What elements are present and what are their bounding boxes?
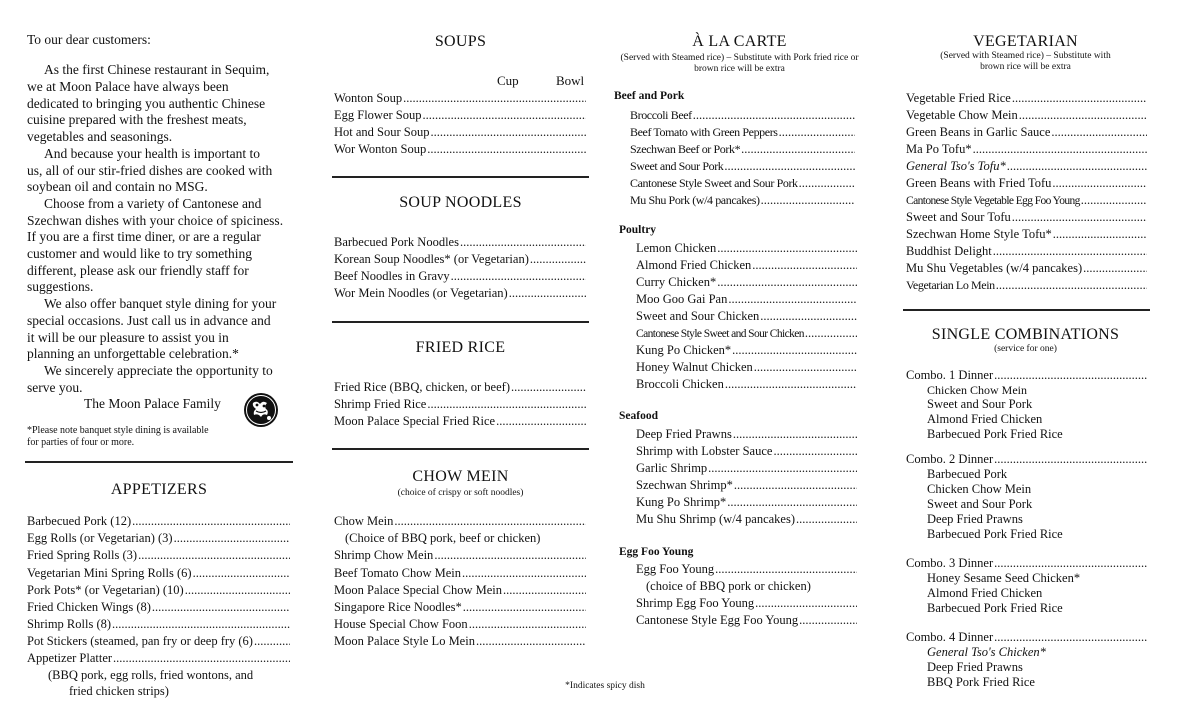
combo-item: BBQ Pork Fried Rice bbox=[927, 675, 1035, 689]
leader-dots bbox=[138, 547, 290, 563]
menu-item bbox=[906, 209, 1147, 225]
menu-item bbox=[630, 107, 855, 123]
fried-rice-title: FRIED RICE bbox=[415, 339, 506, 356]
intro-line: it will be our pleasure to assist you in bbox=[27, 330, 229, 345]
menu-item bbox=[636, 291, 857, 307]
item-label: Vegetarian Mini Spring Rolls (6) bbox=[27, 566, 192, 580]
item-label: Chow Mein bbox=[334, 514, 394, 528]
menu-item bbox=[27, 582, 290, 598]
menu-item bbox=[636, 561, 857, 577]
item-label: Fried Chicken Wings (8) bbox=[27, 600, 151, 614]
leader-dots bbox=[734, 477, 857, 493]
item-label: Cantonese Style Sweet and Sour Chicken bbox=[636, 328, 804, 340]
item-label: Mu Shu Shrimp (w/4 pancakes) bbox=[636, 512, 796, 526]
combo-heading bbox=[906, 555, 1147, 571]
leader-dots bbox=[717, 240, 857, 256]
item-label: Pork Pots* (or Vegetarian) (10) bbox=[27, 583, 184, 597]
menu-item bbox=[636, 325, 857, 342]
menu-item bbox=[636, 257, 857, 273]
menu-item bbox=[334, 268, 586, 284]
item-label: Combo. 4 Dinner bbox=[906, 630, 994, 644]
menu-item bbox=[636, 460, 857, 476]
menu-item bbox=[334, 251, 586, 267]
beef-pork-label: Beef and Pork bbox=[614, 90, 685, 102]
combo-item: Barbecued Pork Fried Rice bbox=[927, 427, 1063, 441]
item-label: Egg Foo Young bbox=[636, 562, 715, 576]
menu-item bbox=[906, 175, 1147, 191]
leader-dots bbox=[994, 367, 1147, 383]
item-label: Kung Po Shrimp* bbox=[636, 495, 727, 509]
menu-item bbox=[334, 379, 586, 395]
leader-dots bbox=[431, 124, 587, 140]
item-label: House Special Chow Foon bbox=[334, 617, 468, 631]
combo-heading bbox=[906, 367, 1147, 383]
leader-dots bbox=[511, 379, 586, 395]
menu-item bbox=[630, 158, 855, 174]
menu-item bbox=[636, 240, 857, 256]
menu-item bbox=[906, 124, 1147, 140]
item-label: Korean Soup Noodles* (or Vegetarian) bbox=[334, 252, 529, 266]
item-label: Shrimp Rolls (8) bbox=[27, 617, 112, 631]
leader-dots bbox=[1083, 260, 1147, 276]
leader-dots bbox=[394, 513, 586, 529]
menu-item bbox=[636, 359, 857, 375]
menu-item bbox=[636, 494, 857, 510]
leader-dots bbox=[152, 599, 290, 615]
menu-item bbox=[636, 376, 857, 392]
leader-dots bbox=[752, 257, 857, 273]
leader-dots bbox=[427, 141, 586, 157]
leader-dots bbox=[1081, 192, 1147, 208]
combo-item: Chicken Chow Mein bbox=[927, 482, 1032, 496]
divider bbox=[332, 321, 589, 323]
appetizers-title: APPETIZERS bbox=[110, 481, 208, 498]
menu-item bbox=[636, 595, 857, 611]
item-label: Vegetarian Lo Mein bbox=[906, 278, 995, 292]
item-label: Mu Shu Vegetables (w/4 pancakes) bbox=[906, 261, 1083, 275]
menu-item bbox=[906, 260, 1147, 276]
signature: The Moon Palace Family bbox=[84, 396, 221, 411]
item-label: Buddhist Delight bbox=[906, 244, 992, 258]
combo-item: General Tso's Chicken* bbox=[927, 645, 1046, 659]
menu-item bbox=[334, 547, 586, 563]
item-label: Shrimp Egg Foo Young bbox=[636, 596, 755, 610]
a-la-carte-note: brown rice will be extra bbox=[694, 64, 785, 74]
leader-dots bbox=[717, 274, 857, 290]
item-label: Sweet and Sour Chicken bbox=[636, 309, 760, 323]
chow-mein-title: CHOW MEIN bbox=[412, 468, 509, 485]
item-label: Singapore Rice Noodles* bbox=[334, 600, 462, 614]
menu-item bbox=[334, 565, 586, 581]
item-label: Moon Palace Special Fried Rice bbox=[334, 414, 496, 428]
leader-dots bbox=[805, 325, 857, 341]
item-label: Egg Flower Soup bbox=[334, 108, 422, 122]
leader-dots bbox=[509, 285, 586, 301]
intro-line: cuisine prepared with the freshest meats, bbox=[27, 112, 247, 127]
single-combinations-note: (service for one) bbox=[994, 344, 1057, 354]
menu-item bbox=[334, 141, 586, 157]
item-label: Deep Fried Prawns bbox=[636, 427, 732, 441]
footnote-line: *Please note banquet style dining is available bbox=[27, 425, 209, 436]
leader-dots bbox=[724, 158, 855, 174]
menu-item bbox=[334, 413, 586, 429]
leader-dots bbox=[693, 107, 855, 123]
item-label: Moon Palace Style Lo Mein bbox=[334, 634, 475, 648]
leader-dots bbox=[174, 530, 290, 546]
item-label: General Tso's Tofu* bbox=[906, 159, 1006, 173]
intro-line: Choose from a variety of Cantonese and bbox=[44, 196, 262, 211]
leader-dots bbox=[530, 251, 586, 267]
leader-dots bbox=[799, 175, 855, 191]
menu-item bbox=[630, 192, 855, 208]
leader-dots bbox=[460, 234, 586, 250]
combo-item: Deep Fried Prawns bbox=[927, 512, 1023, 526]
menu-item bbox=[630, 141, 855, 157]
leader-dots bbox=[973, 141, 1147, 157]
leader-dots bbox=[755, 595, 857, 611]
leader-dots bbox=[994, 629, 1147, 645]
leader-dots bbox=[1052, 175, 1147, 191]
item-label: Combo. 3 Dinner bbox=[906, 556, 994, 570]
item-label: Beef Tomato Chow Mein bbox=[334, 566, 462, 580]
intro-line: serve you. bbox=[27, 380, 83, 395]
a-la-carte-note: (Served with Steamed rice) – Substitute with Pork fried rice or bbox=[620, 53, 859, 63]
leader-dots bbox=[761, 192, 855, 208]
item-label: Hot and Sour Soup bbox=[334, 125, 430, 139]
item-label: Egg Rolls (or Vegetarian) (3) bbox=[27, 531, 173, 545]
menu-item bbox=[334, 107, 586, 123]
menu-item bbox=[636, 274, 857, 290]
item-label: Vegetable Fried Rice bbox=[906, 91, 1011, 105]
menu-item bbox=[636, 511, 857, 527]
combo-item: Barbecued Pork Fried Rice bbox=[927, 527, 1063, 541]
combo-item: Deep Fried Prawns bbox=[927, 660, 1023, 674]
leader-dots bbox=[779, 124, 855, 140]
item-label: Moo Goo Gai Pan bbox=[636, 292, 728, 306]
leader-dots bbox=[727, 494, 857, 510]
vegetarian-note: brown rice will be extra bbox=[980, 62, 1071, 72]
leader-dots bbox=[715, 561, 857, 577]
item-label: Shrimp with Lobster Sauce bbox=[636, 444, 773, 458]
soups-title: SOUPS bbox=[434, 33, 487, 50]
item-label: Broccoli Chicken bbox=[636, 377, 724, 391]
intro-line: Szechwan dishes with your choice of spiciness. bbox=[27, 213, 284, 228]
menu-item bbox=[27, 513, 290, 529]
intro-line: If you are a first time diner, or are a regular bbox=[27, 229, 261, 244]
intro-line: As the first Chinese restaurant in Sequim, bbox=[44, 62, 270, 77]
item-note: (BBQ pork, egg rolls, fried wontons, and bbox=[48, 668, 254, 682]
item-label: Garlic Shrimp bbox=[636, 461, 708, 475]
intro-line: special occasions. Just call us in advance and bbox=[27, 313, 271, 328]
item-label: Curry Chicken* bbox=[636, 275, 717, 289]
leader-dots bbox=[434, 547, 586, 563]
intro-line: dedicated to bringing you authentic Chinese bbox=[27, 96, 266, 111]
item-note: (Choice of BBQ pork, beef or chicken) bbox=[345, 531, 541, 545]
soup-noodles-title: SOUP NOODLES bbox=[399, 194, 522, 211]
item-label: Wonton Soup bbox=[334, 91, 403, 105]
menu-item bbox=[27, 565, 290, 581]
menu-item bbox=[906, 107, 1147, 123]
divider bbox=[25, 461, 293, 463]
menu-item bbox=[630, 124, 855, 140]
menu-item bbox=[906, 243, 1147, 259]
leader-dots bbox=[994, 451, 1147, 467]
divider bbox=[332, 448, 589, 450]
item-label: Cantonese Style Sweet and Sour Pork bbox=[630, 176, 798, 190]
leader-dots bbox=[1053, 226, 1147, 242]
menu-item bbox=[334, 285, 586, 301]
leader-dots bbox=[728, 291, 857, 307]
egg-foo-young-label: Egg Foo Young bbox=[619, 546, 694, 558]
menu-item bbox=[27, 616, 290, 632]
menu-item bbox=[27, 530, 290, 546]
leader-dots bbox=[760, 308, 857, 324]
menu-item bbox=[636, 443, 857, 459]
leader-dots bbox=[1019, 107, 1147, 123]
leader-dots bbox=[1051, 124, 1147, 140]
divider bbox=[332, 176, 589, 178]
leader-dots bbox=[741, 141, 855, 157]
item-label: Moon Palace Special Chow Mein bbox=[334, 583, 503, 597]
combo-item: Sweet and Sour Pork bbox=[927, 397, 1033, 411]
menu-item bbox=[334, 396, 586, 412]
item-label: Broccoli Beef bbox=[630, 108, 692, 122]
intro-line: suggestions. bbox=[27, 279, 94, 294]
vegetarian-note: (Served with Steamed rice) – Substitute with bbox=[940, 51, 1111, 61]
leader-dots bbox=[796, 511, 857, 527]
poultry-label: Poultry bbox=[619, 224, 657, 236]
leader-dots bbox=[193, 565, 290, 581]
menu-item bbox=[636, 308, 857, 324]
leader-dots bbox=[725, 376, 857, 392]
menu-item bbox=[636, 426, 857, 442]
item-label: Honey Walnut Chicken bbox=[636, 360, 753, 374]
item-label: Ma Po Tofu* bbox=[906, 142, 972, 156]
leader-dots bbox=[462, 565, 586, 581]
item-label: Almond Fried Chicken bbox=[636, 258, 752, 272]
leader-dots bbox=[996, 277, 1147, 293]
item-label: Szechwan Home Style Tofu* bbox=[906, 227, 1052, 241]
menu-item bbox=[334, 599, 586, 615]
leader-dots bbox=[1012, 209, 1147, 225]
leader-dots bbox=[754, 359, 857, 375]
menu-item bbox=[636, 342, 857, 358]
item-label: Lemon Chicken bbox=[636, 241, 717, 255]
leader-dots bbox=[451, 268, 586, 284]
spicy-note: *Indicates spicy dish bbox=[565, 681, 645, 691]
footnote-line: for parties of four or more. bbox=[27, 437, 135, 448]
menu-item bbox=[334, 234, 586, 250]
menu-item bbox=[334, 582, 586, 598]
menu-item bbox=[636, 612, 857, 628]
menu-item bbox=[27, 547, 290, 563]
bowl-label: Bowl bbox=[556, 73, 585, 88]
leader-dots bbox=[112, 616, 290, 632]
leader-dots bbox=[773, 443, 857, 459]
item-label: Cantonese Style Vegetable Egg Foo Young bbox=[906, 195, 1080, 207]
item-label: Fried Spring Rolls (3) bbox=[27, 548, 138, 562]
chow-mein-note: (choice of crispy or soft noodles) bbox=[397, 488, 524, 498]
intro-line: We sincerely appreciate the opportunity to bbox=[44, 363, 273, 378]
item-label: Mu Shu Pork (w/4 pancakes) bbox=[630, 193, 760, 207]
leader-dots bbox=[423, 107, 587, 123]
menu-item bbox=[906, 158, 1147, 174]
intro-line: us, all of our stir-fried dishes are cooked with bbox=[27, 163, 273, 178]
leader-dots bbox=[469, 616, 586, 632]
intro-line: soybean oil and contain no MSG. bbox=[27, 179, 208, 194]
item-label: Green Beans in Garlic Sauce bbox=[906, 125, 1051, 139]
item-label: Barbecued Pork Noodles bbox=[334, 235, 459, 249]
leader-dots bbox=[185, 582, 290, 598]
divider bbox=[903, 309, 1150, 311]
intro-line: planning an unforgettable celebration.* bbox=[27, 346, 239, 361]
item-label: Shrimp Fried Rice bbox=[334, 397, 427, 411]
leader-dots bbox=[993, 243, 1147, 259]
seafood-label: Seafood bbox=[619, 410, 658, 422]
item-note: (choice of BBQ pork or chicken) bbox=[646, 579, 811, 593]
combo-heading bbox=[906, 451, 1147, 467]
item-label: Beef Noodles in Gravy bbox=[334, 269, 450, 283]
leader-dots bbox=[1007, 158, 1147, 174]
item-label: Beef Tomato with Green Peppers bbox=[630, 125, 778, 139]
item-label: Barbecued Pork (12) bbox=[27, 514, 132, 528]
intro-greeting: To our dear customers: bbox=[27, 32, 151, 47]
combo-item: Barbecued Pork Fried Rice bbox=[927, 601, 1063, 615]
combo-item: Sweet and Sour Pork bbox=[927, 497, 1033, 511]
item-label: Wor Mein Noodles (or Vegetarian) bbox=[334, 286, 508, 300]
intro-line: different, please ask our friendly staff for bbox=[27, 263, 249, 278]
leader-dots bbox=[732, 342, 857, 358]
leader-dots bbox=[254, 633, 290, 649]
item-label: Appetizer Platter bbox=[27, 651, 113, 665]
combo-item: Almond Fried Chicken bbox=[927, 412, 1043, 426]
leader-dots bbox=[476, 633, 586, 649]
item-label: Fried Rice (BBQ, chicken, or beef) bbox=[334, 380, 510, 394]
menu-item bbox=[636, 477, 857, 493]
leader-dots bbox=[733, 426, 857, 442]
leader-dots bbox=[113, 650, 290, 666]
intro-line: we at Moon Palace have always been bbox=[27, 79, 229, 94]
intro-line: And because your health is important to bbox=[44, 146, 260, 161]
item-label: Pot Stickers (steamed, pan fry or deep fry (6) bbox=[27, 634, 253, 648]
leader-dots bbox=[132, 513, 290, 529]
leader-dots bbox=[503, 582, 586, 598]
moon-palace-logo bbox=[242, 391, 280, 434]
menu-item bbox=[334, 513, 586, 529]
leader-dots bbox=[1012, 90, 1147, 106]
item-note: fried chicken strips) bbox=[69, 684, 169, 698]
leader-dots bbox=[427, 396, 586, 412]
menu-item bbox=[906, 192, 1147, 209]
item-label: Vegetable Chow Mein bbox=[906, 108, 1018, 122]
menu-item bbox=[906, 90, 1147, 106]
combo-item: Barbecued Pork bbox=[927, 467, 1008, 481]
combo-item: Almond Fried Chicken bbox=[927, 586, 1043, 600]
menu-item bbox=[906, 226, 1147, 242]
item-label: Green Beans with Fried Tofu bbox=[906, 176, 1052, 190]
leader-dots bbox=[403, 90, 586, 106]
leader-dots bbox=[496, 413, 586, 429]
menu-item bbox=[27, 650, 290, 666]
single-combinations-title: SINGLE COMBINATIONS bbox=[931, 326, 1120, 343]
combo-heading bbox=[906, 629, 1147, 645]
item-label: Kung Po Chicken* bbox=[636, 343, 732, 357]
leader-dots bbox=[799, 612, 857, 628]
menu-item bbox=[27, 599, 290, 615]
item-label: Sweet and Sour Tofu bbox=[906, 210, 1011, 224]
intro-line: vegetables and seasonings. bbox=[27, 129, 173, 144]
menu-item bbox=[334, 124, 586, 140]
item-label: Szechwan Shrimp* bbox=[636, 478, 733, 492]
leader-dots bbox=[994, 555, 1147, 571]
item-label: Shrimp Chow Mein bbox=[334, 548, 434, 562]
menu-item bbox=[334, 616, 586, 632]
cup-label: Cup bbox=[497, 73, 519, 88]
leader-dots bbox=[463, 599, 586, 615]
menu-item bbox=[27, 633, 290, 649]
a-la-carte-title: À LA CARTE bbox=[692, 33, 787, 50]
menu-item bbox=[906, 141, 1147, 157]
combo-item: Honey Sesame Seed Chicken* bbox=[927, 571, 1081, 585]
item-label: Sweet and Sour Pork bbox=[630, 159, 724, 173]
item-label: Combo. 2 Dinner bbox=[906, 452, 994, 466]
item-label: Wor Wonton Soup bbox=[334, 142, 427, 156]
intro-line: customer and would like to try something bbox=[27, 246, 252, 261]
item-label: Szechwan Beef or Pork* bbox=[630, 142, 741, 156]
menu-item bbox=[630, 175, 855, 191]
leader-dots bbox=[708, 460, 857, 476]
item-label: Cantonese Style Egg Foo Young bbox=[636, 613, 799, 627]
menu-item bbox=[334, 90, 586, 106]
item-label: Combo. 1 Dinner bbox=[906, 368, 994, 382]
menu-item bbox=[906, 277, 1147, 293]
menu-item bbox=[334, 633, 586, 649]
vegetarian-title: VEGETARIAN bbox=[973, 33, 1078, 50]
combo-item: Chicken Chow Mein bbox=[927, 383, 1027, 397]
intro-line: We also offer banquet style dining for your bbox=[44, 296, 277, 311]
